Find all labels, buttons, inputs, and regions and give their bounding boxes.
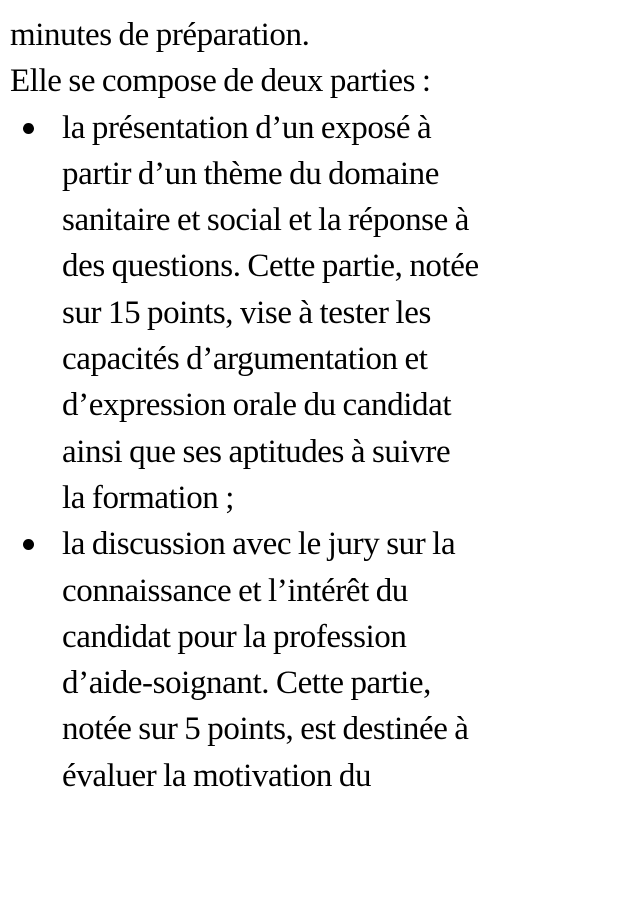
text-line: d’aide-soignant. Cette partie, <box>62 665 432 702</box>
text-line: connaissance et l’intérêt du <box>62 572 408 609</box>
text-line: minutes de préparation. <box>10 17 310 53</box>
bullet-dot-icon <box>23 539 34 550</box>
bullet-item-discussion <box>10 521 630 799</box>
text-line: la discussion avec le jury sur la <box>62 526 456 563</box>
bullet-list <box>10 105 630 799</box>
text-line: candidat pour la profession <box>62 618 407 655</box>
text-line: notée sur 5 points, est destinée à <box>62 711 469 748</box>
text-line: sanitaire et social et la réponse à <box>62 202 469 239</box>
text-line: des questions. Cette partie, notée <box>62 248 479 285</box>
text-line: d’expression orale du candidat <box>62 387 452 424</box>
text-line: partir d’un thème du domaine <box>62 155 440 192</box>
bullet-item-presentation <box>10 105 630 522</box>
text-line: la présentation d’un exposé à <box>62 109 432 146</box>
text-line: évaluer la motivation du <box>62 757 372 794</box>
text-line: ainsi que ses aptitudes à suivre <box>62 433 451 470</box>
document-page <box>10 12 630 799</box>
text-line: capacités d’argumentation et <box>62 341 428 378</box>
intro-paragraph <box>10 12 630 105</box>
text-line: Elle se compose de deux parties : <box>10 63 431 100</box>
text-line: sur 15 points, vise à tester les <box>62 294 431 331</box>
text-line: la formation ; <box>62 479 235 516</box>
bullet-dot-icon <box>23 123 34 134</box>
